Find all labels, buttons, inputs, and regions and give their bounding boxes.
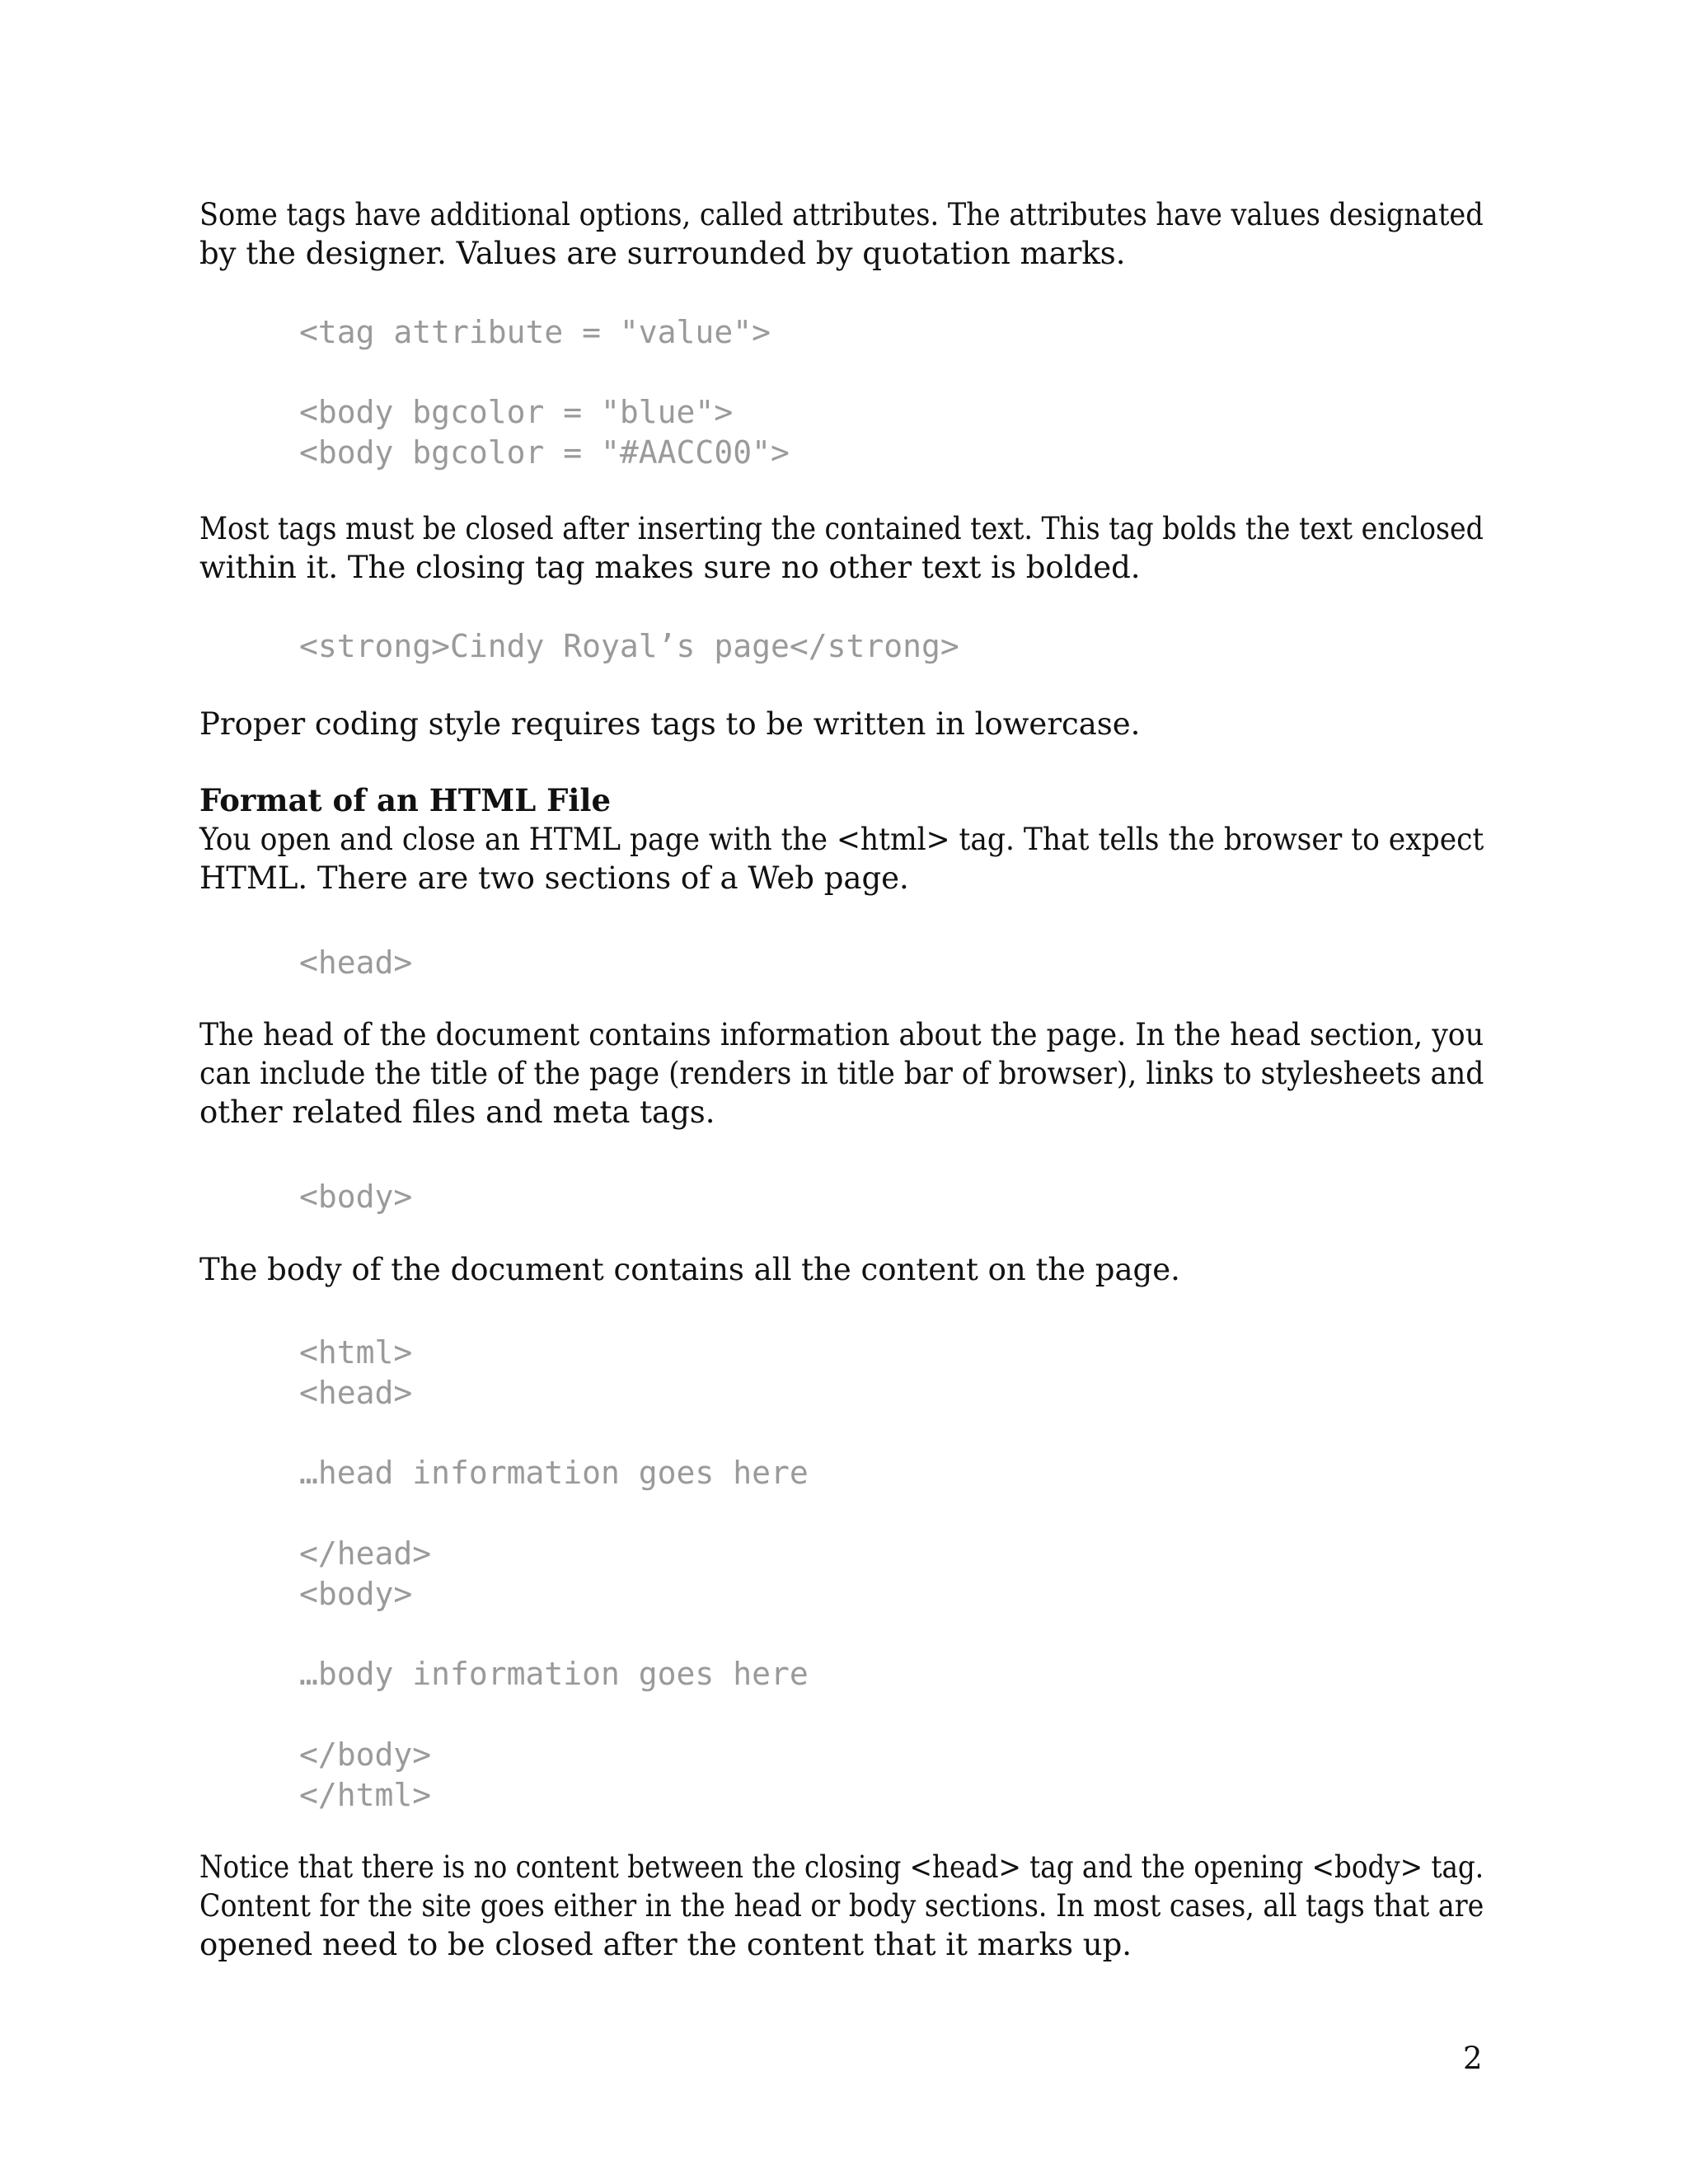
format-paragraph-line-2: HTML. There are two sections of a Web page. [199,860,909,896]
attributes-paragraph-line-1: Some tags have additional options, called attributes. The attributes have values designated [199,197,1484,232]
body-paragraph: The body of the document contains all the content on the page. [199,1252,1180,1287]
code-body-bgcolor-hex: <body bgcolor = "#AACC00"> [299,434,790,471]
page-number: 2 [1463,2041,1483,2076]
code-head-tag: <head> [299,944,413,981]
notice-paragraph-line-2: Content for the site goes either in the head or body sections. In most cases, all tags that are [199,1888,1484,1924]
attributes-paragraph-line-2: by the designer. Values are surrounded by quotation marks. [199,236,1126,271]
section-heading: Format of an HTML File [199,782,612,818]
head-paragraph-line-2: can include the title of the page (renders in title bar of browser), links to stylesheets and [199,1056,1484,1091]
head-paragraph-line-1: The head of the document contains information about the page. In the head section, you [199,1017,1484,1052]
code-body-tag: <body> [299,1179,413,1215]
code-skeleton-line: <body> [299,1576,413,1612]
format-paragraph-line-1: You open and close an HTML page with the <html> tag. That tells the browser to expect [199,822,1484,857]
code-attribute-syntax: <tag attribute = "value"> [299,314,771,350]
code-skeleton-line: <html> [299,1334,413,1371]
lowercase-paragraph: Proper coding style requires tags to be written in lowercase. [199,706,1141,742]
code-skeleton-line: …head information goes here [299,1455,809,1491]
notice-paragraph-line-1: Notice that there is no content between the closing <head> tag and the opening <body> tag. [199,1849,1484,1885]
code-skeleton-line: </body> [299,1736,432,1773]
head-paragraph-line-3: other related files and meta tags. [199,1094,715,1130]
code-skeleton-line: </html> [299,1777,432,1813]
code-body-bgcolor-name: <body bgcolor = "blue"> [299,394,734,430]
code-skeleton-line: <head> [299,1375,413,1411]
code-skeleton-line: …body information goes here [299,1656,809,1692]
closing-paragraph-line-1: Most tags must be closed after inserting the contained text. This tag bolds the text enclosed [199,511,1484,546]
notice-paragraph-line-3: opened need to be closed after the content that it marks up. [199,1927,1132,1962]
closing-paragraph-line-2: within it. The closing tag makes sure no other text is bolded. [199,550,1141,585]
code-strong-example: <strong>Cindy Royal’s page</strong> [299,628,959,664]
code-skeleton-line: </head> [299,1535,432,1572]
